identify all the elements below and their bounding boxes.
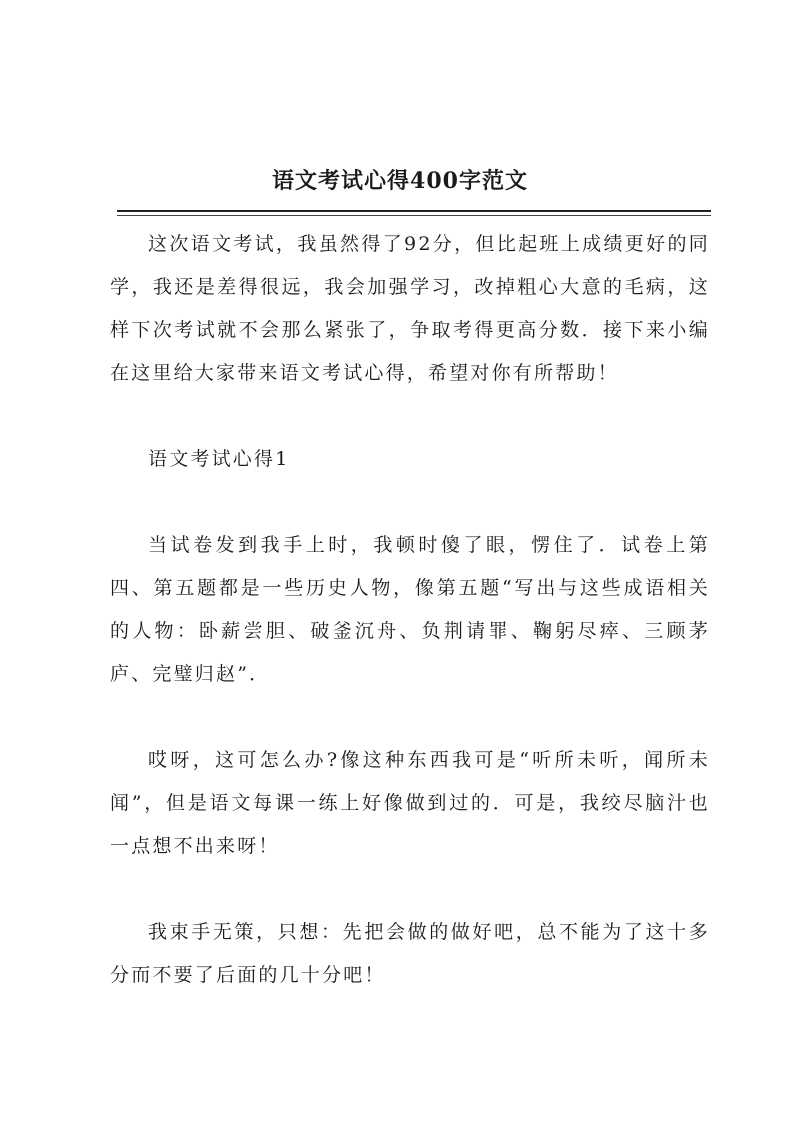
paragraph-spacer [110, 696, 710, 739]
title-divider-thin [117, 215, 711, 216]
title-divider-thick [117, 210, 711, 212]
paragraph-spacer [110, 868, 710, 911]
body-paragraph: 我束手无策，只想：先把会做的做好吧，总不能为了这十多分而不要了后面的几十分吧！ [110, 921, 710, 986]
body-paragraph: 哎呀，这可怎么办?像这种东西我可是“听所未听，闻所未闻”，但是语文每课一练上好像做到过的．可是，我绞尽脑汁也一点想不出来呀！ [110, 749, 710, 857]
body-paragraph: 当试卷发到我手上时，我顿时傻了眼，愣住了．试卷上第四、第五题都是一些历史人物，像第五题“写出与这些成语相关的人物：卧薪尝胆、破釜沉舟、负荆请罪、鞠躬尽瘁、三顾茅庐、完璧归赵”． [110, 534, 710, 685]
document-body [110, 223, 710, 997]
document-title: 语文考试心得400字范文 [272, 168, 528, 194]
paragraph-spacer [110, 395, 710, 438]
paragraph-spacer [110, 481, 710, 524]
section-heading: 语文考试心得1 [148, 448, 290, 470]
intro-paragraph: 这次语文考试，我虽然得了92分，但比起班上成绩更好的同学，我还是差得很远，我会加强学习，改掉粗心大意的毛病，这样下次考试就不会那么紧张了，争取考得更高分数．接下来小编在这里给大家带来语文考试心得，希望对你有所帮助！ [110, 233, 710, 384]
